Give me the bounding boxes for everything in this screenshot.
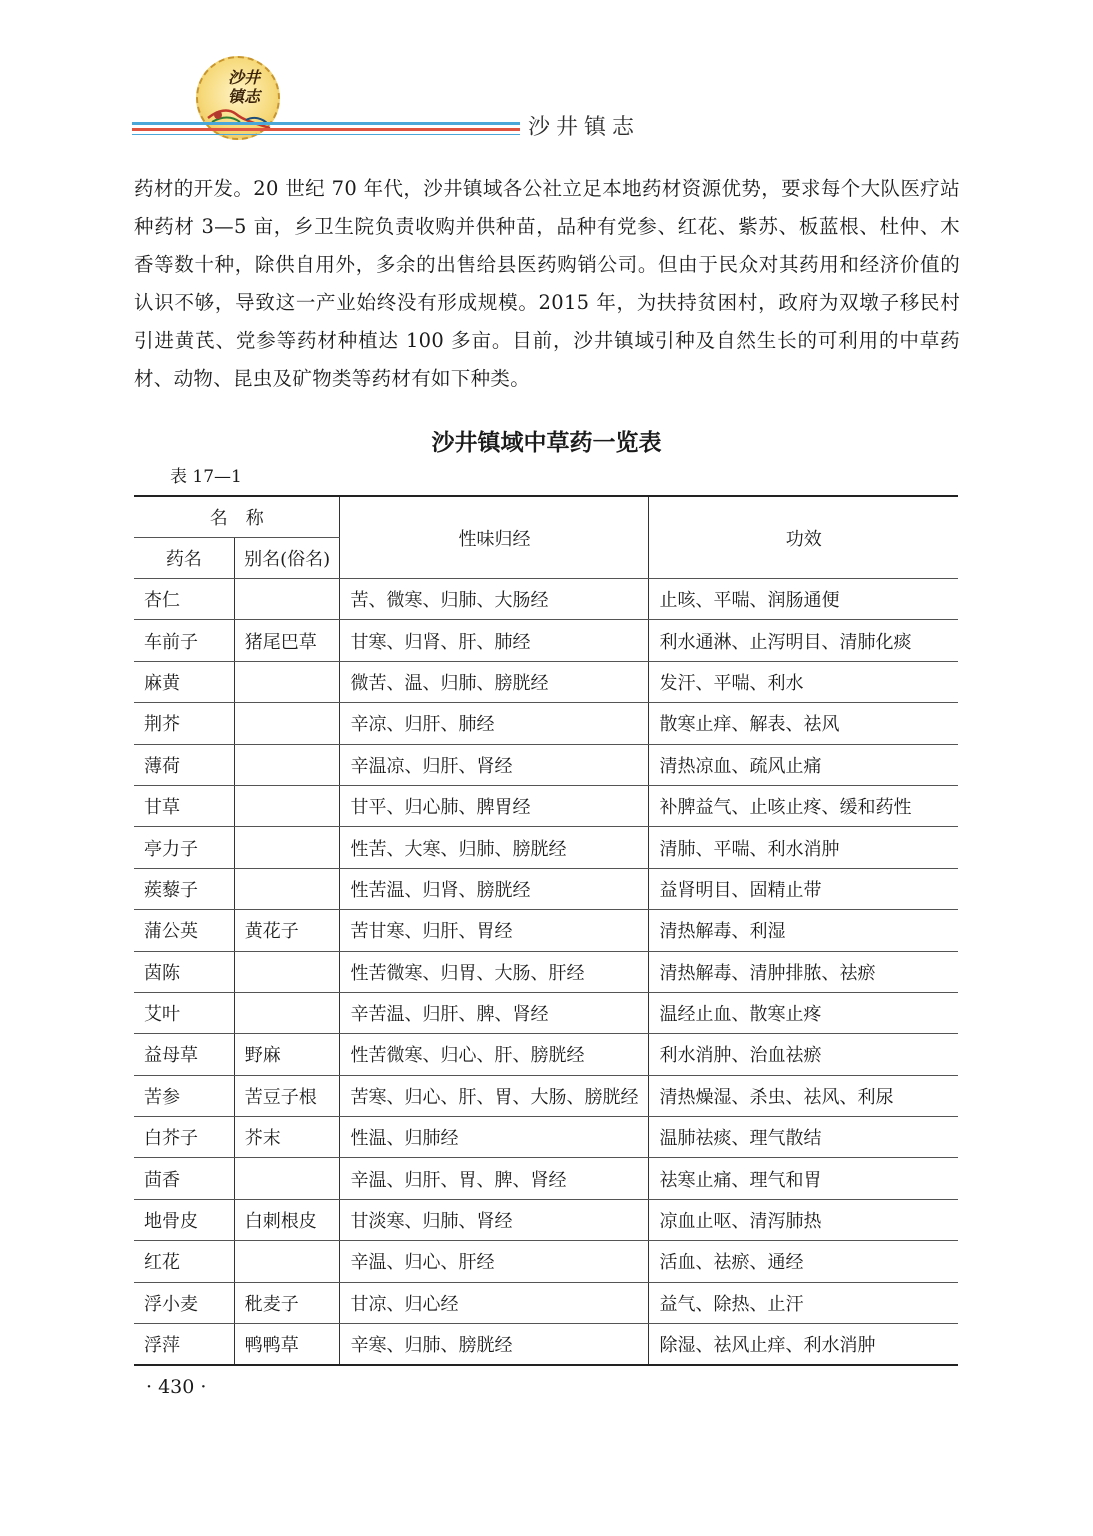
table-row [134, 827, 958, 868]
page-number: · 430 · [146, 1376, 207, 1398]
table-row [134, 579, 958, 620]
cell-drug-name: 亭力子 [134, 827, 234, 868]
cell-alias: 鸭鸭草 [234, 1324, 340, 1366]
cell-alias [234, 661, 340, 702]
header-rule-blue [132, 122, 520, 125]
cell-alias [234, 1241, 340, 1282]
cell-alias [234, 744, 340, 785]
table-row [134, 744, 958, 785]
cell-nature: 辛温凉、归肝、肾经 [340, 744, 649, 785]
cell-nature: 苦、微寒、归肺、大肠经 [340, 579, 649, 620]
cell-efficacy: 清热解毒、利湿 [649, 910, 958, 951]
table-row [134, 1199, 958, 1240]
table-row [134, 785, 958, 826]
cell-efficacy: 补脾益气、止咳止疼、缓和药性 [649, 785, 958, 826]
cell-nature: 甘平、归心肺、脾胃经 [340, 785, 649, 826]
table-row [134, 620, 958, 661]
table-row [134, 1034, 958, 1075]
cell-drug-name: 茴香 [134, 1158, 234, 1199]
cell-efficacy: 活血、祛瘀、通经 [649, 1241, 958, 1282]
cell-efficacy: 温经止血、散寒止疼 [649, 992, 958, 1033]
cell-nature: 甘寒、归肾、肝、肺经 [340, 620, 649, 661]
cell-drug-name: 苦参 [134, 1075, 234, 1116]
cell-nature: 苦甘寒、归肝、胃经 [340, 910, 649, 951]
cell-efficacy: 益气、除热、止汗 [649, 1282, 958, 1323]
cell-efficacy: 清热解毒、清肿排脓、祛瘀 [649, 951, 958, 992]
header-efficacy: 功效 [649, 496, 958, 579]
cell-nature: 辛温、归心、肝经 [340, 1241, 649, 1282]
cell-alias [234, 703, 340, 744]
cell-nature: 性苦、大寒、归肺、膀胱经 [340, 827, 649, 868]
table-row [134, 1075, 958, 1116]
header-nature: 性味归经 [340, 496, 649, 579]
table-row [134, 910, 958, 951]
cell-nature: 辛温、归肝、胃、脾、肾经 [340, 1158, 649, 1199]
cell-alias [234, 992, 340, 1033]
table-row [134, 868, 958, 909]
cell-efficacy: 温肺祛痰、理气散结 [649, 1117, 958, 1158]
cell-nature: 性苦微寒、归胃、大肠、肝经 [340, 951, 649, 992]
cell-nature: 辛寒、归肺、膀胱经 [340, 1324, 649, 1366]
cell-alias [234, 785, 340, 826]
cell-drug-name: 艾叶 [134, 992, 234, 1033]
cell-alias: 芥末 [234, 1117, 340, 1158]
header-rule-thin [132, 134, 520, 135]
cell-alias [234, 827, 340, 868]
cell-nature: 微苦、温、归肺、膀胱经 [340, 661, 649, 702]
cell-nature: 甘凉、归心经 [340, 1282, 649, 1323]
table-row [134, 661, 958, 702]
cell-nature: 辛凉、归肝、肺经 [340, 703, 649, 744]
cell-drug-name: 茵陈 [134, 951, 234, 992]
cell-alias [234, 868, 340, 909]
table-row [134, 1241, 958, 1282]
cell-nature: 甘淡寒、归肺、肾经 [340, 1199, 649, 1240]
cell-efficacy: 散寒止痒、解表、祛风 [649, 703, 958, 744]
cell-efficacy: 清热凉血、疏风止痛 [649, 744, 958, 785]
cell-efficacy: 凉血止呕、清泻肺热 [649, 1199, 958, 1240]
cell-alias [234, 579, 340, 620]
cell-drug-name: 甘草 [134, 785, 234, 826]
cell-efficacy: 止咳、平喘、润肠通便 [649, 579, 958, 620]
cell-efficacy: 清肺、平喘、利水消肿 [649, 827, 958, 868]
herb-table [134, 495, 958, 1366]
cell-drug-name: 薄荷 [134, 744, 234, 785]
table-row [134, 951, 958, 992]
cell-efficacy: 利水消肿、治血祛瘀 [649, 1034, 958, 1075]
cell-nature: 性苦微寒、归心、肝、膀胱经 [340, 1034, 649, 1075]
cell-efficacy: 祛寒止痛、理气和胃 [649, 1158, 958, 1199]
cell-alias: 苦豆子根 [234, 1075, 340, 1116]
cell-alias [234, 1158, 340, 1199]
cell-drug-name: 白芥子 [134, 1117, 234, 1158]
header-alias: 别名(俗名) [234, 538, 340, 579]
cell-drug-name: 红花 [134, 1241, 234, 1282]
cell-drug-name: 蒲公英 [134, 910, 234, 951]
table-row [134, 1158, 958, 1199]
cell-alias: 黄花子 [234, 910, 340, 951]
cell-efficacy: 益肾明目、固精止带 [649, 868, 958, 909]
header-rule-red [132, 128, 520, 131]
cell-drug-name: 杏仁 [134, 579, 234, 620]
table-row [134, 1324, 958, 1366]
table-row [134, 703, 958, 744]
cell-alias: 猪尾巴草 [234, 620, 340, 661]
table-row [134, 1282, 958, 1323]
table-title: 沙井镇域中草药一览表 [431, 430, 662, 456]
cell-nature: 性苦温、归肾、膀胱经 [340, 868, 649, 909]
cell-drug-name: 车前子 [134, 620, 234, 661]
cell-drug-name: 浮小麦 [134, 1282, 234, 1323]
cell-nature: 苦寒、归心、肝、胃、大肠、膀胱经 [340, 1075, 649, 1116]
cell-alias: 秕麦子 [234, 1282, 340, 1323]
logo-text: 沙井镇志 [227, 68, 260, 106]
cell-nature: 辛苦温、归肝、脾、肾经 [340, 992, 649, 1033]
cell-alias: 白刺根皮 [234, 1199, 340, 1240]
cell-drug-name: 益母草 [134, 1034, 234, 1075]
running-title: 沙井镇志 [528, 115, 641, 140]
cell-drug-name: 蒺藜子 [134, 868, 234, 909]
cell-drug-name: 荆芥 [134, 703, 234, 744]
cell-nature: 性温、归肺经 [340, 1117, 649, 1158]
cell-alias: 野麻 [234, 1034, 340, 1075]
cell-efficacy: 利水通淋、止泻明目、清肺化痰 [649, 620, 958, 661]
table-number: 表 17—1 [170, 467, 242, 487]
header-drug-name: 药名 [134, 538, 234, 579]
body-paragraph: 药材的开发。20 世纪 70 年代，沙井镇域各公社立足本地药材资源优势，要求每个大队医疗站种药材 3—5 亩，乡卫生院负责收购并供种苗，品种有党参、红花、紫苏、板蓝根、杜仲、木香等数十种，除供自用外，多余的出售给县医药购销公司。但由于民众对其药用和经济价值的认识不够，导致这一产业始终没有形成规模。2015 年，为扶持贫困村，政府为双墩子移民村引进黄芪、党参等药材种植达 100 多亩。目前，沙井镇域引种及自然生长的可利用的中草药材、动物、昆虫及矿物类等药材有如下种类。 [134, 177, 960, 390]
table-row [134, 992, 958, 1033]
cell-efficacy: 发汗、平喘、利水 [649, 661, 958, 702]
header-name-group: 名 称 [134, 496, 340, 538]
table-body [134, 579, 958, 1366]
table-row [134, 1117, 958, 1158]
cell-efficacy: 除湿、祛风止痒、利水消肿 [649, 1324, 958, 1366]
cell-drug-name: 地骨皮 [134, 1199, 234, 1240]
cell-drug-name: 浮萍 [134, 1324, 234, 1366]
cell-efficacy: 清热燥湿、杀虫、祛风、利尿 [649, 1075, 958, 1116]
cell-drug-name: 麻黄 [134, 661, 234, 702]
cell-alias [234, 951, 340, 992]
